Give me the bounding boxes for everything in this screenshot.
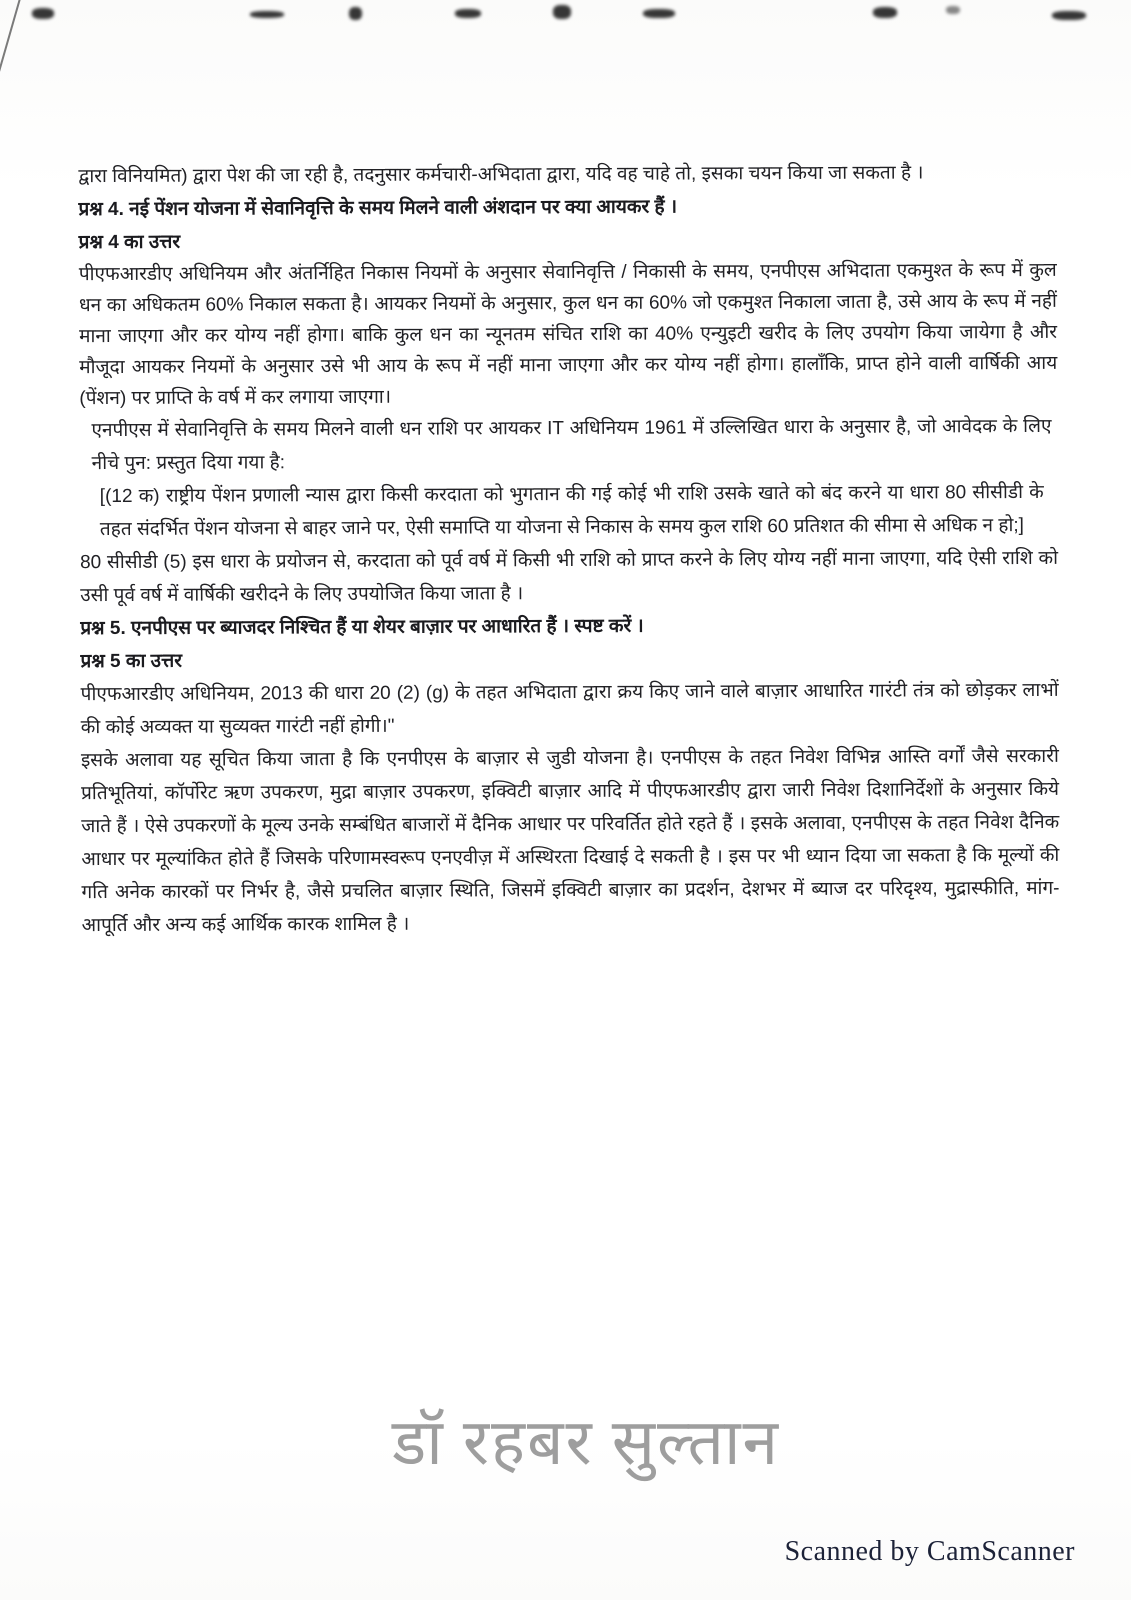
question-4-heading: प्रश्न 4. नई पेंशन योजना में सेवानिवृत्ति के समय मिलने वाली अंशदान पर क्या आयकर हैं । xyxy=(78,196,678,221)
camscanner-credit: Scanned by CamScanner xyxy=(784,1536,1075,1567)
scan-smudge xyxy=(1052,11,1086,20)
document-body xyxy=(78,156,1059,942)
scan-smudge xyxy=(873,7,897,18)
scan-smudge xyxy=(946,6,960,14)
question-4-statute-quote: [(12 क) राष्ट्रीय पेंशन प्रणाली न्यास द्वारा किसी करदाता को भुगतान की गई कोई भी राशि उसके खाते को बंद करने या धारा 80 सीसीडी के तहत संदर्भित पेंशन योजना से बाहर जाने पर, ऐसी समाप्ति या योजना से निकास के समय कुल राशि 60 प्रतिशत की सीमा से अधिक न हो;] xyxy=(99,481,1044,541)
question-5-answer-paragraph-2: इसके अलावा यह सूचित किया जाता है कि एनपीएस के बाज़ार से जुडी योजना है। एनपीएस के तहत निवेश विभिन्न आस्ति वर्गों जैसे सरकारी प्रतिभूतियां, कॉर्पोरेट ऋण उपकरण, मुद्रा बाज़ार उपकरण, इक्विटी बाज़ार आदि में पीएफआरडीए द्वारा जारी निवेश दिशानिर्देशों के अनुसार किये जाते हैं । ऐसे उपकरणों के मूल्य उनके सम्बंधित बाजारों में दैनिक आधार पर परिवर्तित होते रहते हैं । इसके अलावा, एनपीएस के तहत निवेश दैनिक आधार पर मूल्यांकित होते हैं जिसके परिणामस्वरूप एनएवीज़ में अस्थिरता दिखाई दे सकती है । इस पर भी ध्यान दिया जा सकता है कि मूल्यों की गति अनेक कारकों पर निर्भर है, जैसे प्रचलित बाज़ार स्थिति, जिसमें इक्विटी बाज़ार का प्रदर्शन, देशभर में ब्याज दर परिदृश्य, मुद्रास्फीति, मांग-आपूर्ति और अन्य कई आर्थिक कारक शामिल है । xyxy=(80,745,1060,937)
scan-smudge xyxy=(643,9,675,18)
scan-smudge xyxy=(32,8,54,19)
scan-smudge xyxy=(455,9,481,18)
scan-crease-line xyxy=(0,0,24,181)
question-4-answer-paragraph-1: पीएफआरडीए अधिनियम और अंतर्निहित निकास नियमों के अनुसार सेवानिवृत्ति / निकासी के समय, एनपीएस अभिदाता एकमुश्त के रूप में कुल धन का अधिकतम 60% निकाल सकता है। आयकर नियमों के अनुसार, कुल धन का 60% जो एकमुश्त निकाला जाता है, उसे आय के रूप में नहीं माना जाएगा और कर योग्य नहीं होगा। बाकि कुल धन का न्यूनतम संचित राशि का 40% एन्युइटी खरीद के लिए उपयोग किया जायेगा है और मौजूदा आयकर नियमों के अनुसार उसे भी आय के रूप में नहीं माना जाएगा और कर योग्य नहीं होगा। हालाँकि, प्राप्त होने वाली वार्षिकी आय (पेंशन) पर प्राप्ति के वर्ष में कर लगाया जाएगा। xyxy=(78,259,1058,410)
scan-smudge xyxy=(349,7,362,20)
question-5-heading: प्रश्न 5. एनपीएस पर ब्याजदर निश्चित हैं या शेयर बाज़ार पर आधारित हैं । स्पष्ट करें । xyxy=(80,615,644,640)
question-4-answer-paragraph-2: एनपीएस में सेवानिवृत्ति के समय मिलने वाली धन राशि पर आयकर IT अधिनियम 1961 में उल्लिखित धारा के अनुसार है, जो आवेदक के लिए नीचे पुन: प्रस्तुत दिया गया है: xyxy=(91,415,1052,475)
scan-smudge xyxy=(250,11,284,18)
watermark-stamp: डॉ रहबर सुल्तान xyxy=(392,1407,781,1478)
question-5-answer-paragraph-1: पीएफआरडीए अधिनियम, 2013 की धारा 20 (2) (g) के तहत अभिदाता द्वारा क्रय किए जाने वाले बाज़ार आधारित गारंटी तंत्र को छोड़कर लाभों की कोई अव्यक्त या सुव्यक्त गारंटी नहीं होगी।" xyxy=(80,679,1059,739)
question-5-answer-heading: प्रश्न 5 का उत्तर xyxy=(80,650,183,673)
scan-smudge xyxy=(553,5,571,19)
question-4-answer-paragraph-3: 80 सीसीडी (5) इस धारा के प्रयोजन से, करदाता को पूर्व वर्ष में किसी भी राशि को प्राप्त करने के लिए योग्य नहीं माना जाएगा, यदि ऐसी राशि को उसी पूर्व वर्ष में वार्षिकी खरीदने के लिए उपयोजित किया जाता है । xyxy=(80,547,1059,607)
question-4-answer-heading: प्रश्न 4 का उत्तर xyxy=(78,231,181,254)
intro-paragraph: द्वारा विनियमित) द्वारा पेश की जा रही है, तदनुसार कर्मचारी-अभिदाता द्वारा, यदि वह चाहे तो, इसका चयन किया जा सकता है । xyxy=(78,162,924,188)
